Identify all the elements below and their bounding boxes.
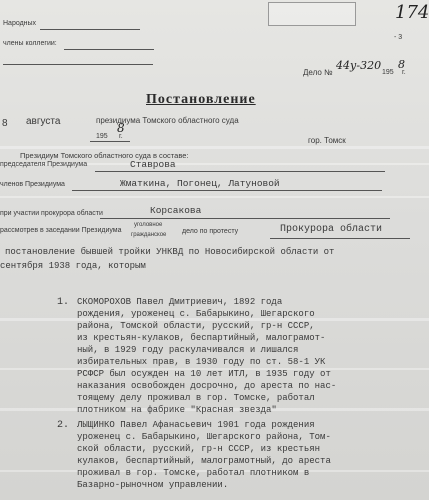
protest-by: Прокурора области	[280, 224, 383, 235]
court-name: президиума Томского областного суда	[96, 116, 239, 125]
person-number: 2.	[57, 420, 70, 431]
underline	[72, 190, 382, 191]
person-line: проживал в гор. Томске, работал плотником в	[77, 468, 310, 478]
members-label: члены коллегии:	[3, 40, 57, 47]
decision-text: постановление бывшей тройки УНКВД по Новосибирской области от	[5, 247, 335, 257]
date-year-prefix: 195	[96, 133, 108, 140]
person-line: СКОМОРОХОВ Павел Дмитриевич, 1892 года	[77, 297, 283, 307]
underline	[100, 218, 390, 219]
case-year-suffix: г.	[402, 69, 406, 76]
date-year: 8	[117, 121, 125, 135]
page-number: 174	[395, 2, 429, 23]
underline	[64, 49, 154, 50]
chair-value: Ставрова	[130, 159, 176, 170]
date-month: августа	[26, 116, 61, 127]
case-type-top: уголовное	[134, 222, 163, 228]
person-line: избирательных прав, в 1930 году по ст. 58-1 УК	[77, 357, 326, 367]
faded-stamp	[268, 2, 356, 26]
chair-label: председателя Президиума	[0, 161, 88, 168]
person-line: ЛЫЩИНКО Павел Афанасьевич 1901 года рождения	[77, 420, 315, 430]
person-line: плотником на фабрике "Красная звезда"	[77, 405, 277, 415]
case-label: Дело №	[303, 68, 333, 77]
members-value: Жматкина, Погонец, Латуновой	[120, 178, 280, 189]
person-line: уроженец с. Бабарыкино, Шегарского района, Том-	[77, 432, 331, 442]
person-line: кулаков, беспартийный, малограмотный, до ареста	[77, 456, 331, 466]
scan-band	[0, 196, 429, 198]
person-line: ный, в 1929 году раскулачивался и лишался	[77, 345, 299, 355]
person-line: ской области, русский, гр-н СССР, из крестьян	[77, 444, 321, 454]
person-line: тоящему делу проживал в гор. Томске, работал	[77, 393, 315, 403]
underline	[90, 141, 130, 142]
prosecutor-value: Корсакова	[150, 205, 202, 216]
person-number: 1.	[57, 297, 70, 308]
underline	[3, 64, 153, 65]
case-suffix: 8	[398, 58, 405, 71]
case-protest: дело по протесту	[182, 228, 239, 235]
date-day: 8	[2, 118, 8, 129]
top-right-marks: - 3	[394, 34, 403, 41]
case-year: 195	[382, 69, 394, 76]
document-title: Постановление	[146, 92, 256, 107]
date-year-suffix: г.	[119, 133, 123, 140]
composition-intro: Президиум Томского областного суда в составе:	[20, 151, 189, 160]
prosecutor-label: при участии прокурора области	[0, 210, 103, 217]
underline	[95, 171, 385, 172]
case-number: 44у-320	[336, 59, 382, 72]
person-line: района, Томской области, русский, гр-н СССР,	[77, 321, 315, 331]
members-label-2: членов Президиума	[0, 181, 65, 188]
person-line: наказания освобожден досрочно, до ареста по нас-	[77, 381, 337, 391]
person-line: из крестьян-кулаков, беспартийный, малограмот-	[77, 333, 326, 343]
scan-band	[0, 146, 429, 149]
case-type-bottom: гражданское	[131, 232, 167, 238]
person-line: рождения, уроженец с. Бабарыкино, Шегарского	[77, 309, 315, 319]
top-left-label: Народных	[3, 20, 37, 27]
decision-date: сентября 1938 года, которым	[0, 261, 146, 271]
underline	[270, 238, 410, 239]
person-line: Базарно-рыночном управлении.	[77, 480, 229, 490]
underline	[40, 29, 140, 30]
city: гор. Томск	[308, 136, 346, 145]
person-line: РСФСР был осужден на 10 лет ИТЛ, в 1935 году от	[77, 369, 331, 379]
hearing-intro: рассмотрев в заседании Президиума	[0, 227, 122, 234]
